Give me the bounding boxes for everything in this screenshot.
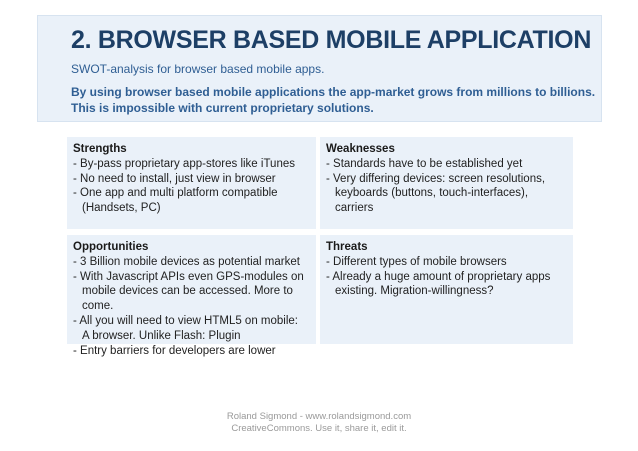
weaknesses-heading: Weaknesses bbox=[326, 143, 395, 155]
swot-weaknesses bbox=[320, 137, 573, 229]
list-item: - One app and multi platform compatible (Handsets, PC) bbox=[73, 187, 278, 215]
header-panel bbox=[37, 15, 602, 122]
opportunities-heading: Opportunities bbox=[73, 241, 149, 253]
footer-author: Roland Sigmond - www.rolandsigmond.com bbox=[226, 411, 412, 422]
threats-heading: Threats bbox=[326, 241, 368, 253]
page-title: 2. BROWSER BASED MOBILE APPLICATION bbox=[71, 26, 592, 54]
list-item: - All you will need to view HTML5 on mobile: A browser. Unlike Flash: Plugin bbox=[73, 314, 298, 342]
strengths-heading: Strengths bbox=[73, 143, 127, 155]
page-subtitle: SWOT-analysis for browser based mobile apps. bbox=[71, 62, 325, 76]
list-item: - With Javascript APIs even GPS-modules on mobile devices can be accessed. More to come. bbox=[73, 270, 304, 313]
list-item: - Entry barriers for developers are lower bbox=[73, 344, 276, 357]
swot-opportunities bbox=[67, 235, 316, 357]
list-item: - 3 Billion mobile devices as potential market bbox=[73, 255, 300, 268]
footer-credits bbox=[0, 411, 638, 435]
list-item: - Already a huge amount of proprietary apps existing. Migration-willingness? bbox=[326, 270, 551, 298]
swot-threats bbox=[320, 235, 573, 344]
list-item: - By-pass proprietary app-stores like iTunes bbox=[73, 157, 295, 170]
swot-strengths bbox=[67, 137, 316, 229]
list-item: - Standards have to be established yet bbox=[326, 157, 523, 170]
list-item: - No need to install, just view in browser bbox=[73, 172, 276, 185]
list-item: - Different types of mobile browsers bbox=[326, 255, 507, 268]
lead-line: This is impossible with current proprietary solutions. bbox=[71, 101, 374, 115]
list-item: - Very differing devices: screen resolutions, keyboards (buttons, touch-interfaces), carriers bbox=[326, 172, 546, 215]
lead-line: By using browser based mobile applications the app-market grows from millions to billions. bbox=[71, 85, 596, 99]
footer-license: CreativeCommons. Use it, share it, edit it. bbox=[231, 423, 407, 434]
lead-text bbox=[71, 84, 596, 116]
